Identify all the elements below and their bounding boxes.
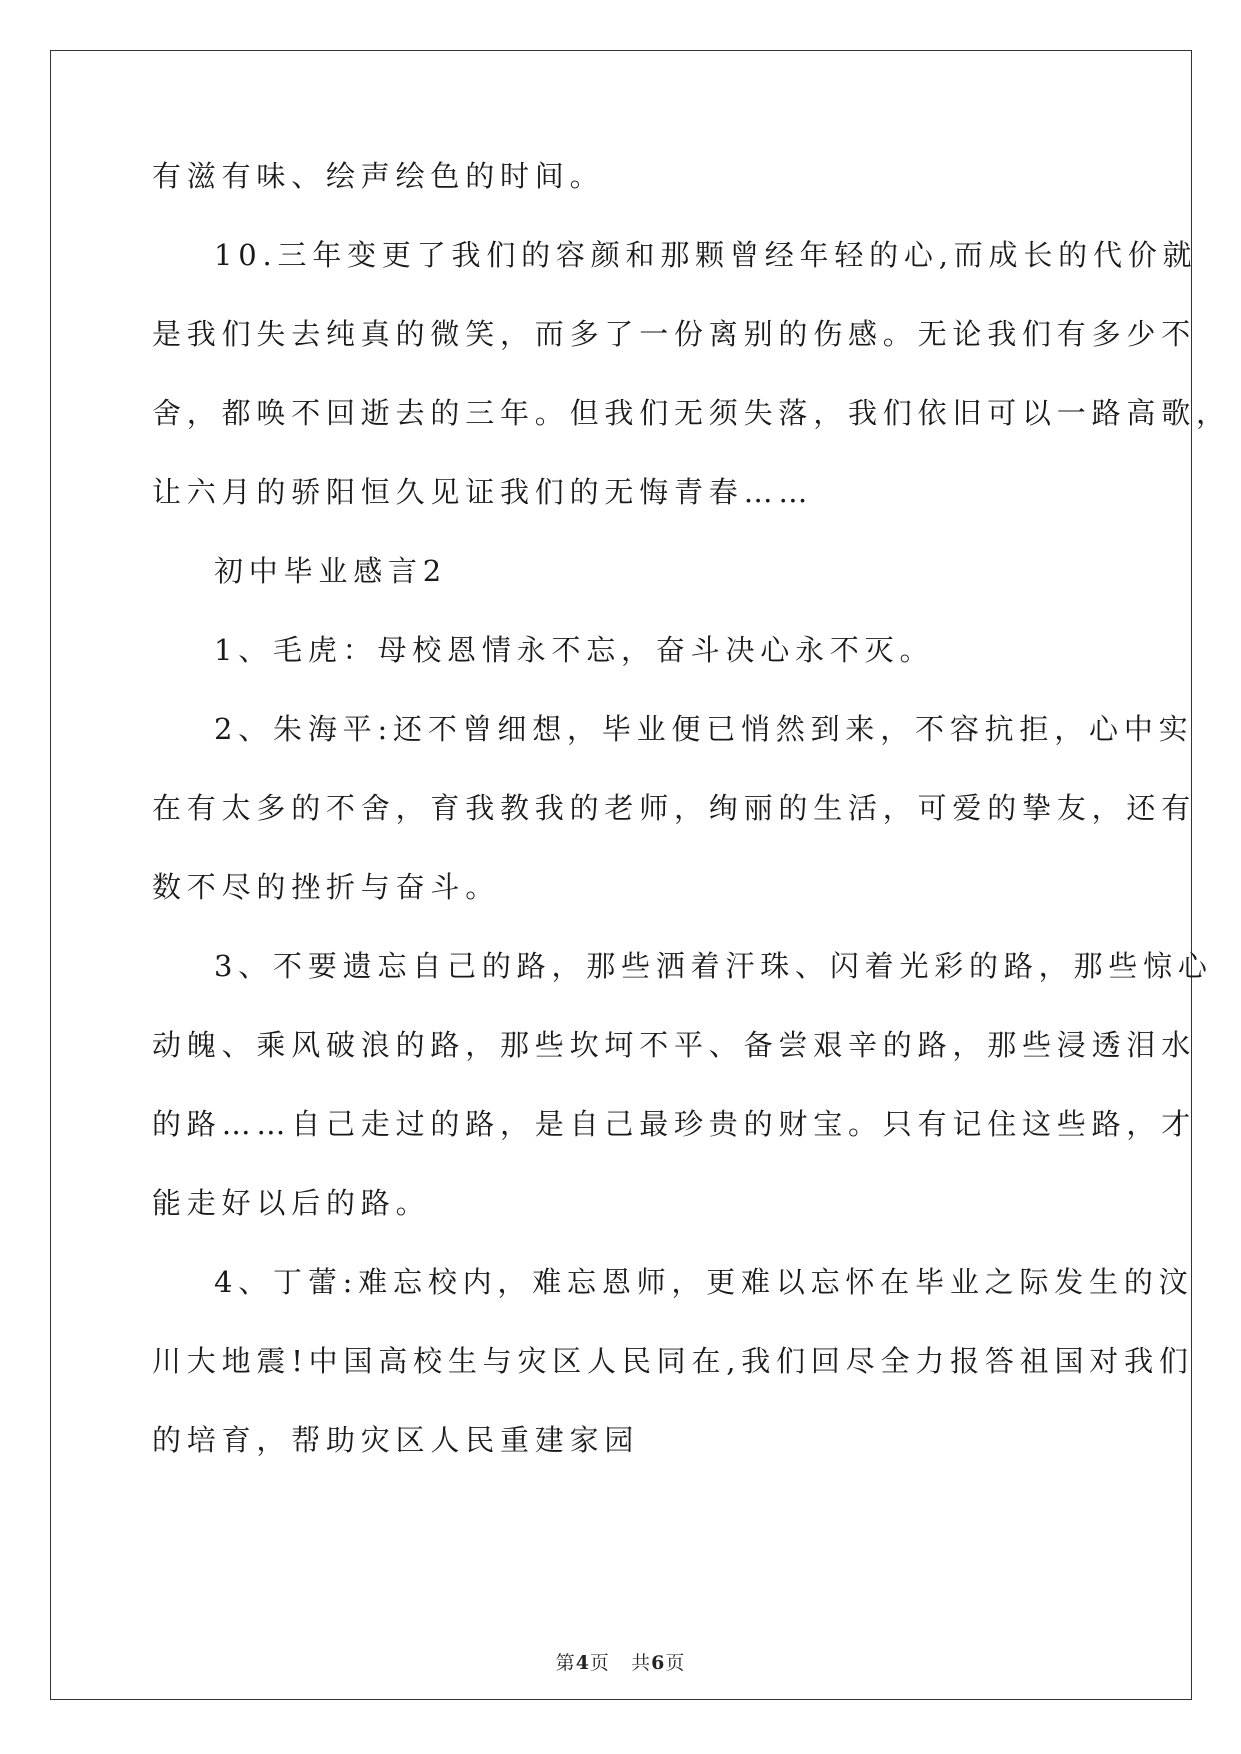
text-line: 1、毛虎：母校恩情永不忘，奋斗决心永不灭。 [214,633,935,667]
footer-page-number: 4 [575,1652,590,1674]
text-line: 在有太多的不舍，育我教我的老师，绚丽的生活，可爱的挚友，还有 [152,791,1197,825]
text-line: 数不尽的挫折与奋斗。 [152,870,501,904]
paragraph-item-10 [152,237,1231,553]
section-heading [152,553,1092,632]
text-line: 川大地震!中国高校生与灾区人民同在,我们回尽全力报答祖国对我们 [152,1344,1194,1378]
footer-page-prefix: 第 [555,1652,576,1674]
paragraph-item-4 [152,1264,1194,1501]
text-line: 4、丁蕾:难忘校内，难忘恩师，更难以忘怀在毕业之际发生的汶 [214,1265,1194,1299]
footer-page-suffix: 页 [589,1652,610,1674]
paragraph-item-1 [152,632,1092,711]
paragraph-item-2 [152,711,1197,948]
text-line: 的路……自己走过的路，是自己最珍贵的财宝。只有记住这些路，才 [152,1107,1197,1141]
text-line: 舍，都唤不回逝去的三年。但我们无须失落，我们依旧可以一路高歌， [152,396,1231,430]
footer-total-suffix: 页 [665,1652,686,1674]
page-footer [0,1648,1241,1675]
text-line: 2、朱海平:还不曾细想，毕业便已悄然到来，不容抗拒，心中实 [214,712,1194,746]
text-line: 初中毕业感言2 [214,554,448,588]
text-line: 有滋有味、绘声绘色的时间。 [152,159,605,193]
paragraph-continuation [152,158,1092,237]
footer-total-pages: 6 [651,1652,666,1674]
text-line: 的培育，帮助灾区人民重建家园 [152,1423,640,1457]
text-line: 是我们失去纯真的微笑，而多了一份离别的伤感。无论我们有多少不 [152,317,1197,351]
paragraph-item-3 [152,948,1213,1264]
document-body [152,158,1231,1501]
text-line: 10.三年变更了我们的容颜和那颗曾经年轻的心,而成长的代价就 [214,238,1198,272]
text-line: 让六月的骄阳恒久见证我们的无悔青春…… [152,475,814,509]
footer-total-prefix: 共 [631,1652,652,1674]
text-line: 动魄、乘风破浪的路，那些坎坷不平、备尝艰辛的路，那些浸透泪水 [152,1028,1197,1062]
text-line: 能走好以后的路。 [152,1186,431,1220]
text-line: 3、不要遗忘自己的路，那些洒着汗珠、闪着光彩的路，那些惊心 [214,949,1213,983]
